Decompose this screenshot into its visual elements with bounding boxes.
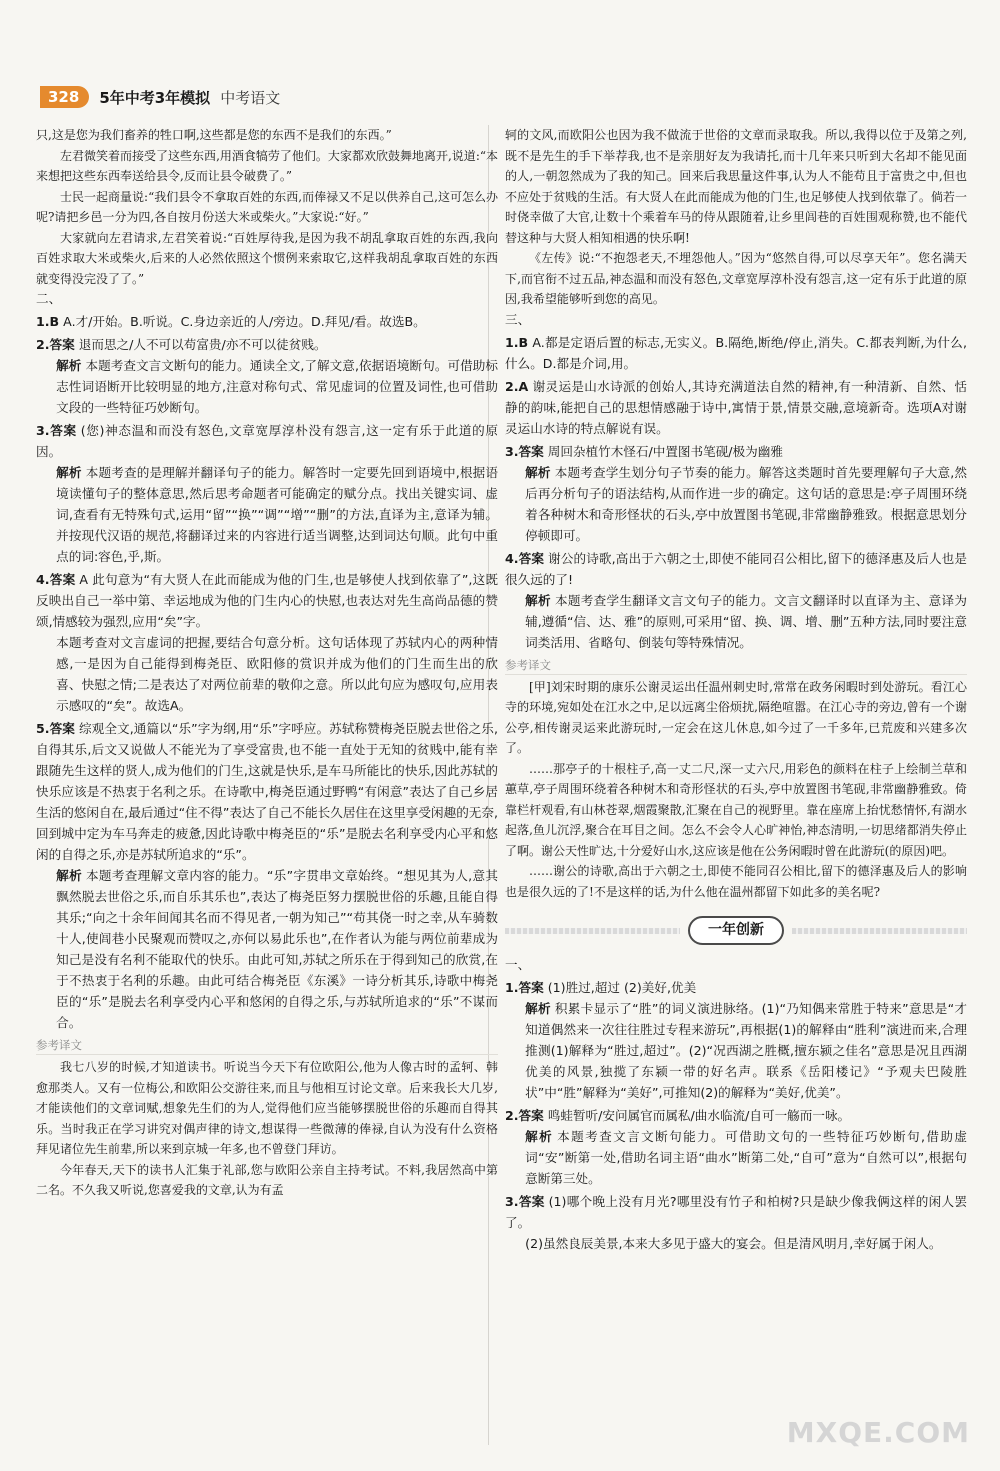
analysis bbox=[36, 462, 498, 567]
section-banner bbox=[505, 916, 967, 945]
creative-question-1 bbox=[505, 977, 967, 998]
translation-paragraph: 轲的文风,而欧阳公也因为我不做流于世俗的文章而录取我。所以,我得以位于及第之列,既不是先生的手下举荐我,也不是亲朋好友为我请托,而十几年来只听到大名却不能见面的人,一朝忽然成为了我的知己。回来后我思量这件事,认为人不能苟且于富贵之中,但也不应处于贫贱的生活。有大贤人在此而能成为他的门生,也足够使人找到依靠了。倘若一时侥幸做了大官,让数十个乘着车马的侍从跟随着,让乡里闾巷的百姓围观称赞,也不能代替这种与大贤人相知相遇的快乐啊! bbox=[505, 128, 967, 245]
analysis-tag: 解析 bbox=[56, 868, 82, 883]
answer-tag: 5.答案 bbox=[36, 721, 75, 736]
question-1 bbox=[505, 332, 967, 374]
subject-label: 中考语文 bbox=[220, 88, 281, 107]
question-text: A.都是定语后置的标志,无实义。B.隔绝,断绝/停止,消失。C.都表判断,为什么,什么。D.都是介词,用。 bbox=[505, 334, 967, 371]
translation-paragraph: 士民一起商量说:“我们县令不拿取百姓的东西,而俸禄又不足以供养自己,这可怎么办呢?请把乡邑一分为四,各自按月份送大米或柴火。”大家说:“好。” bbox=[36, 189, 498, 224]
answer-text: (1)哪个晚上没有月光?哪里没有竹子和柏树?只是缺少像我俩这样的闲人罢了。 bbox=[505, 1194, 967, 1230]
analysis-text: 本题考查学生划分句子节奏的能力。解答这类题时首先要理解句子大意,然后再分析句子的语法结构,从而作进一步的确定。这句话的意思是:亭子周围环绕着各种树木和奇形怪状的石头,亭中放置图书笔砚,非常幽静雅致。根据意思划分停顿即可。 bbox=[525, 464, 967, 543]
translation-paragraph: 今年春天,天下的读书人汇集于礼部,您与欧阳公亲自主持考试。不料,我居然高中第二名。不久我又听说,您喜爱我的文章,认为有孟 bbox=[36, 1162, 498, 1197]
analysis-text: 本题考查学生翻译文言文句子的能力。文言文翻译时以直译为主、意译为辅,遵循“信、达、雅”的原则,可采用“留、换、调、增、删”五种方法,同时要注意词类活用、省略句、倒装句等特殊情况。 bbox=[525, 592, 968, 650]
answer-text: 退而思之/人不可以苟富贵/亦不可以徒贫贱。 bbox=[78, 337, 327, 352]
translation-paragraph: ……那亭子的十根柱子,高一丈二尺,深一丈六尺,用彩色的颜料在柱子上绘制兰草和蕙草,亭子周围环绕着各种树木和奇形怪状的石头,亭中放置图书笔砚,非常幽静雅致。倚靠栏杆观看,有山林苍翠,烟霞聚散,汇聚在自己的视野里。靠在座席上抬忧愁情怀,有湖水起落,鱼儿沉浮,聚合在耳目之间。怎么不会令人心旷神怡,神态清明,一切思绪都消失停止了啊。谢公天性旷达,十分爱好山水,这应该是他在公务闲暇时曾在此游玩(的原因)吧。 bbox=[505, 761, 967, 858]
translation-paragraph: 我七八岁的时候,才知道读书。听说当今天下有位欧阳公,他为人像古时的孟轲、韩愈那类人。又有一位梅公,和欧阳公交游往来,而且与他相互讨论文章。后来我长大几岁,才能读他们的文章词赋,想象先生们的为人,觉得他们应当能够摆脱世俗的乐趣而自得其乐。当时我正在学习讲究对偶声律的诗文,想谋得一些微薄的俸禄,自认为没有什么资格拜见诸位先生前辈,所以来到京城一年多,也不曾登门拜访。 bbox=[36, 1060, 498, 1156]
analysis-tag: 解析 bbox=[525, 592, 551, 608]
page-number: 328 bbox=[40, 86, 89, 108]
answer-tag: 3.答案 bbox=[36, 423, 77, 438]
analysis-tag: 解析 bbox=[56, 358, 82, 373]
answer-text: 综观全文,通篇以“乐”字为纲,用“乐”字呼应。苏轼称赞梅尧臣脱去世俗之乐,自得其乐,后文又说做人不能光为了享受富贵,也不能一直处于无知的贫贱中,能有幸跟随先生这样的贤人,成为他们的门生,这就是快乐,是车马所能比的快乐,因此苏轼的快乐应该是不热衷于名利之乐。在诗歌中,梅尧臣通过野鸭“有闲意”表达了自己乡居生活的悠闲自在,最后通过“住不得”表达了自己不能长久居住在这里享受闲趣的无奈,回到城中定为车马奔走的疲惫,因此诗歌中梅尧臣的“乐”是脱去名利享受内心平和悠闲的自得之乐,亦是苏轼所追求的“乐”。 bbox=[36, 721, 498, 862]
question-4 bbox=[36, 569, 498, 632]
reference-translation-label: 参考译文 bbox=[505, 656, 967, 675]
analysis-tag: 解析 bbox=[525, 1001, 551, 1016]
answer-text: (您)神态温和而没有怒色,文章宽厚淳朴没有怨言,这一定有乐于此道的原因。 bbox=[36, 423, 498, 459]
analysis bbox=[505, 998, 967, 1103]
analysis-text: 本题考查文言文断句的能力。通读全文,了解文意,依据语境断句。可借助标志性词语断开比较明显的地方,注意对称句式、常见虚词的位置及词性,也可借助文段的一些特征巧妙断句。 bbox=[56, 358, 498, 415]
answer-text: 周回杂植竹木怪石/中置图书笔砚/极为幽雅 bbox=[547, 443, 783, 459]
translation-paragraph: 大家就向左君请求,左君笑着说:“百姓厚待我,是因为我不胡乱拿取百姓的东西,我向百姓求取大米或柴火,后来的人必然依照这个惯例来索取它,这样我胡乱拿取百姓的东西就变得没完没了了。” bbox=[36, 230, 498, 286]
right-column bbox=[505, 125, 967, 1254]
analysis bbox=[505, 462, 967, 546]
question-number: 1.B bbox=[505, 334, 529, 350]
section-heading: 三、 bbox=[505, 311, 531, 327]
question-1 bbox=[36, 311, 498, 332]
question-text: A.才/开始。B.听说。C.身边亲近的人/旁边。D.拜见/看。故选B。 bbox=[63, 314, 426, 329]
analysis-text: 本题考查理解文章内容的能力。“乐”字贯串文章始终。“想见其为人,意其飘然脱去世俗之乐,而自乐其乐也”,表达了梅尧臣努力摆脱世俗的乐趣,且能自得其乐;“向之十余年间闻其名而不得见者,一朝为知己”“苟其侥一时之幸,从车骑数十人,使闾巷小民聚观而赞叹之,亦何以易此乐也”,在作者认为能与两位前辈成为知己是没有名利不能取代的快乐。由此可知,苏轼之所乐在于得到知己的欣赏,在于不热衷于名利的乐趣。由此可结合梅尧臣《东溪》一诗分析其乐,诗歌中梅尧臣的“乐”是脱去名利享受内心平和悠闲的自得之乐,与苏轼所追求的“乐”不谋而合。 bbox=[56, 868, 499, 1030]
page-header bbox=[40, 84, 280, 110]
analysis bbox=[505, 590, 967, 653]
reference-translation-label: 参考译文 bbox=[36, 1036, 498, 1055]
analysis bbox=[36, 355, 498, 418]
book-title: 5年中考3年模拟 bbox=[99, 88, 211, 107]
translation-paragraph: [甲]刘宋时期的康乐公谢灵运出任温州刺史时,常常在政务闲暇时到处游玩。看江心寺的环境,宛如处在江水之中,足以远离尘俗烦扰,隔绝喧嚣。在江心寺的旁边,曾有一个谢公亭,相传谢灵运来此游玩时,一定会在这儿休息,如今过了一千多年,已荒废和兴建多次了。 bbox=[505, 679, 967, 755]
watermark: MXQE.COM bbox=[786, 1416, 970, 1449]
banner-line bbox=[792, 928, 967, 934]
translation-paragraph: 《左传》说:“不抱怨老天,不埋怨他人。”因为“悠然自得,可以尽享天年”。您名满天下,而官衔不过五品,神态温和而没有怒色,文章宽厚淳朴没有怨言,这一定有乐于此道的原因,我希望能够听到您的高见。 bbox=[505, 251, 967, 306]
question-3 bbox=[505, 441, 967, 462]
translation-paragraph: ……谢公的诗歌,高出于六朝之士,即使不能同召公相比,留下的德泽惠及后人的影响也是很久远的了!不是这样的话,为什么他在温州都留下如此多的美名呢? bbox=[505, 864, 967, 899]
answer-tag: 1.答案 bbox=[505, 980, 544, 995]
answer-tag: 2.答案 bbox=[36, 337, 75, 352]
question-4 bbox=[505, 548, 967, 590]
question-5 bbox=[36, 718, 498, 865]
answer-text: A 此句意为“有大贤人在此而能成为他的门生,也是够使人找到依靠了”,这既反映出自己一举中第、幸运地成为他的门生内心的快慰,也表达对先生高尚品德的赞颂,情感较为强烈,应用“矣”字。 bbox=[36, 572, 498, 629]
section-heading: 一、 bbox=[505, 957, 531, 972]
answer-tag: 4.答案 bbox=[36, 572, 76, 587]
analysis-tag: 解析 bbox=[525, 464, 551, 480]
question-number: 2.A bbox=[505, 378, 529, 394]
left-column bbox=[36, 125, 498, 1201]
question-2 bbox=[505, 376, 967, 439]
answer-text: (2)虽然良辰美景,本来大多见于盛大的宴会。但是清风明月,幸好属于闲人。 bbox=[525, 1236, 942, 1251]
answer-tag: 3.答案 bbox=[505, 1194, 545, 1209]
question-text: 谢灵运是山水诗派的创始人,其诗充满道法自然的精神,有一种清新、自然、恬静的韵味,能把自己的思想情感融于诗中,寓情于景,情景交融,意境新奇。选项A对谢灵运山水诗的特点解说有误。 bbox=[505, 378, 967, 436]
answer-tag: 2.答案 bbox=[505, 1108, 544, 1123]
banner-line bbox=[505, 928, 680, 934]
question-number: 1.B bbox=[36, 314, 60, 329]
answer-tag: 3.答案 bbox=[505, 443, 544, 459]
analysis bbox=[505, 1126, 967, 1189]
answer-text: 鸣蛙暂听/安问属官而属私/曲水临流/自可一觞而一咏。 bbox=[547, 1108, 851, 1123]
answer-text: (1)胜过,超过 (2)美好,优美 bbox=[547, 980, 697, 995]
analysis-text: 本题考查的是理解并翻译句子的能力。解答时一定要先回到语境中,根据语境读懂句子的整体意思,然后思考命题者可能确定的赋分点。找出关键实词、虚词,查看有无特殊句式,运用“留”“换”“调”“增”“删”的方法,直译为主,意译为辅。并按现代汉语的规范,将翻译过来的内容进行适当调整,达到词达句顺。此句中重点的词:容色,乎,斯。 bbox=[56, 465, 498, 564]
banner-label: 一年创新 bbox=[688, 916, 784, 945]
section-heading: 二、 bbox=[36, 291, 62, 306]
analysis-tag: 解析 bbox=[525, 1129, 554, 1144]
analysis-text: 本题考查对文言虚词的把握,要结合句意分析。这句话体现了苏轼内心的两种情感,一是因为自己能得到梅尧臣、欧阳修的赏识并成为他们的门生而生出的欣喜、快慰之情;二是表达了对两位前辈的敬仰之意。所以此句应为感叹句,应用表示感叹的“矣”。故选A。 bbox=[56, 635, 498, 713]
question-2 bbox=[36, 334, 498, 355]
translation-paragraph: 左君微笑着而接受了这些东西,用酒食犒劳了他们。大家都欢欣鼓舞地离开,说道:“本来想把这些东西奉送给县令,反而让县令破费了。” bbox=[36, 148, 498, 183]
analysis-text: 本题考查文言文断句能力。可借助文句的一些特征巧妙断句,借助虚词“安”断第一处,借助名词主语“曲水”断第二处,“自可”意为“自然可以”,根据句意断第三处。 bbox=[525, 1129, 967, 1186]
answer-tag: 4.答案 bbox=[505, 550, 545, 566]
creative-question-3 bbox=[505, 1191, 967, 1233]
analysis-tag: 解析 bbox=[56, 465, 82, 480]
translation-paragraph: 只,这是您为我们畜养的牲口啊,这些都是您的东西不是我们的东西。” bbox=[36, 128, 392, 142]
creative-question-2 bbox=[505, 1105, 967, 1126]
analysis bbox=[36, 865, 498, 1033]
analysis-text: 积累卡显示了“胜”的词义演进脉络。(1)“乃知偶来常胜于特来”意思是“才知道偶然来一次往往胜过专程来游玩”,再根据(1)的解释由“胜利”演进而来,合理推测(1)解释为“胜过,超过”。(2)“况西湖之胜概,擅东颍之佳名”意思是况且西湖优美的风景,独揽了东颍一带的好名声。联系《岳阳楼记》“予观夫巴陵胜状”中“胜”解释为“美好”,可推知(2)的解释为“美好,优美”。 bbox=[525, 1001, 967, 1100]
answer-text: 谢公的诗歌,高出于六朝之士,即使不能同召公相比,留下的德泽惠及后人也是很久远的了! bbox=[505, 550, 967, 587]
question-3 bbox=[36, 420, 498, 462]
